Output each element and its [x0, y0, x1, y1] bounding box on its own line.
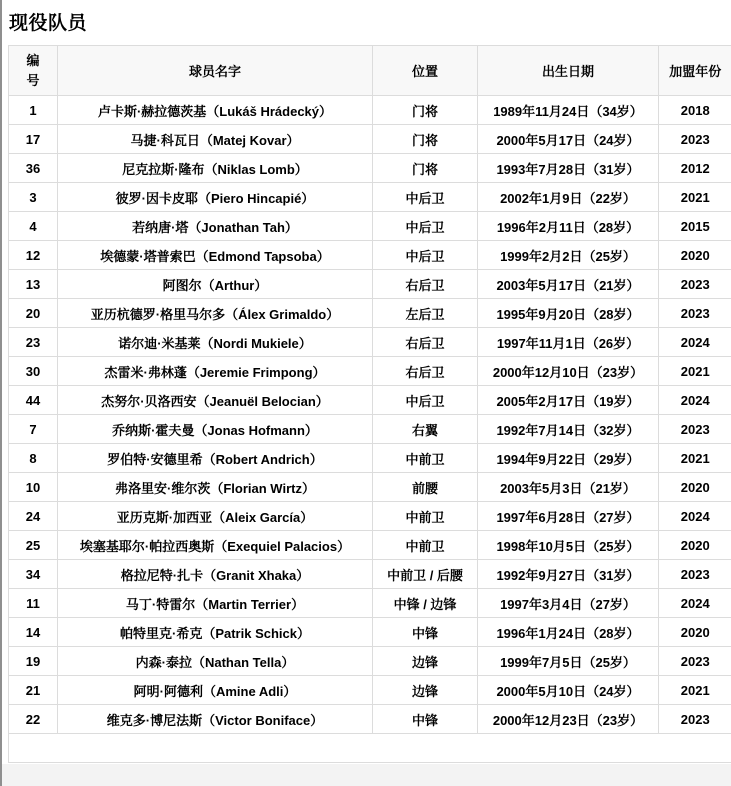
col-header-joined-year: 加盟年份 — [659, 46, 731, 96]
cell-name: 维克多·博尼法斯（Victor Boniface） — [58, 705, 373, 734]
cell-number: 24 — [9, 502, 58, 531]
header-row — [9, 46, 731, 96]
cell-position: 右后卫 — [373, 270, 478, 299]
cell-number: 10 — [9, 473, 58, 502]
table-row — [9, 241, 731, 270]
cell-joined: 2018 — [659, 96, 731, 125]
cell-joined: 2020 — [659, 618, 731, 647]
cell-position: 前腰 — [373, 473, 478, 502]
cell-position: 中前卫 / 后腰 — [373, 560, 478, 589]
cell-position: 中锋 / 边锋 — [373, 589, 478, 618]
table-row — [9, 676, 731, 705]
cell-position: 中后卫 — [373, 386, 478, 415]
cell-position: 门将 — [373, 154, 478, 183]
col-header-birthdate: 出生日期 — [478, 46, 659, 96]
cell-number: 23 — [9, 328, 58, 357]
table-row — [9, 705, 731, 734]
cell-name: 埃德蒙·塔普索巴（Edmond Tapsoba） — [58, 241, 373, 270]
cell-joined: 2021 — [659, 183, 731, 212]
cell-joined: 2021 — [659, 676, 731, 705]
cell-joined: 2024 — [659, 328, 731, 357]
cell-number: 22 — [9, 705, 58, 734]
cell-name: 亚历杭德罗·格里马尔多（Álex Grimaldo） — [58, 299, 373, 328]
page-title: 现役队员 — [9, 13, 88, 34]
cell-position: 中锋 — [373, 705, 478, 734]
cell-name: 马捷·科瓦日（Matej Kovar） — [58, 125, 373, 154]
cell-birth: 1994年9月22日（29岁） — [478, 444, 659, 473]
cell-birth: 1992年9月27日（31岁） — [478, 560, 659, 589]
cell-position: 中锋 — [373, 618, 478, 647]
table-row — [9, 270, 731, 299]
cell-name: 阿图尔（Arthur） — [58, 270, 373, 299]
cell-number: 3 — [9, 183, 58, 212]
cell-birth: 1996年2月11日（28岁） — [478, 212, 659, 241]
cell-birth: 2003年5月3日（21岁） — [478, 473, 659, 502]
cell-birth: 2003年5月17日（21岁） — [478, 270, 659, 299]
table-row — [9, 96, 731, 125]
cell-name: 杰雷米·弗林蓬（Jeremie Frimpong） — [58, 357, 373, 386]
cell-number: 44 — [9, 386, 58, 415]
cell-joined: 2023 — [659, 647, 731, 676]
cell-name: 帕特里克·希克（Patrik Schick） — [58, 618, 373, 647]
cell-number: 36 — [9, 154, 58, 183]
table-row — [9, 212, 731, 241]
cell-birth: 1989年11月24日（34岁） — [478, 96, 659, 125]
cell-position: 右翼 — [373, 415, 478, 444]
table-row — [9, 589, 731, 618]
cell-joined: 2021 — [659, 444, 731, 473]
cell-name: 马丁·特雷尔（Martin Terrier） — [58, 589, 373, 618]
cell-birth: 1996年1月24日（28岁） — [478, 618, 659, 647]
cell-birth: 1999年7月5日（25岁） — [478, 647, 659, 676]
empty-footer-cell — [9, 734, 731, 763]
cell-joined: 2015 — [659, 212, 731, 241]
cell-position: 中后卫 — [373, 212, 478, 241]
empty-footer-row — [9, 734, 731, 763]
cell-number: 17 — [9, 125, 58, 154]
cell-position: 中后卫 — [373, 183, 478, 212]
table-row — [9, 415, 731, 444]
table-row — [9, 125, 731, 154]
cell-name: 阿明·阿德利（Amine Adli） — [58, 676, 373, 705]
cell-birth: 2000年5月10日（24岁） — [478, 676, 659, 705]
col-header-number-label: 编号 — [26, 52, 40, 88]
cell-joined: 2021 — [659, 357, 731, 386]
cell-birth: 1997年3月4日（27岁） — [478, 589, 659, 618]
cell-position: 左后卫 — [373, 299, 478, 328]
table-row — [9, 618, 731, 647]
table-row — [9, 183, 731, 212]
table-row — [9, 154, 731, 183]
table-row — [9, 647, 731, 676]
cell-birth: 1997年6月28日（27岁） — [478, 502, 659, 531]
cell-name: 若纳唐·塔（Jonathan Tah） — [58, 212, 373, 241]
cell-birth: 2005年2月17日（19岁） — [478, 386, 659, 415]
cell-joined: 2020 — [659, 531, 731, 560]
cell-name: 乔纳斯·霍夫曼（Jonas Hofmann） — [58, 415, 373, 444]
cell-joined: 2012 — [659, 154, 731, 183]
cell-name: 弗洛里安·维尔茨（Florian Wirtz） — [58, 473, 373, 502]
cell-number: 19 — [9, 647, 58, 676]
cell-joined: 2023 — [659, 560, 731, 589]
cell-number: 34 — [9, 560, 58, 589]
cell-position: 门将 — [373, 96, 478, 125]
col-header-name: 球员名字 — [58, 46, 373, 96]
cell-name: 格拉尼特·扎卡（Granit Xhaka） — [58, 560, 373, 589]
squad-table — [8, 45, 731, 763]
cell-name: 杰努尔·贝洛西安（Jeanuël Belocian） — [58, 386, 373, 415]
cell-position: 右后卫 — [373, 328, 478, 357]
cell-name: 亚历克斯·加西亚（Aleix García） — [58, 502, 373, 531]
table-row — [9, 473, 731, 502]
cell-position: 右后卫 — [373, 357, 478, 386]
table-row — [9, 299, 731, 328]
cell-joined: 2023 — [659, 299, 731, 328]
cell-birth: 2000年12月10日（23岁） — [478, 357, 659, 386]
table-row — [9, 328, 731, 357]
cell-joined: 2023 — [659, 270, 731, 299]
cell-joined: 2023 — [659, 705, 731, 734]
cell-name: 卢卡斯·赫拉德茨基（Lukáš Hrádecký） — [58, 96, 373, 125]
cell-number: 8 — [9, 444, 58, 473]
cell-number: 7 — [9, 415, 58, 444]
cell-number: 12 — [9, 241, 58, 270]
cell-number: 4 — [9, 212, 58, 241]
cell-birth: 2002年1月9日（22岁） — [478, 183, 659, 212]
cell-position: 边锋 — [373, 647, 478, 676]
cell-number: 13 — [9, 270, 58, 299]
cell-number: 20 — [9, 299, 58, 328]
col-header-position: 位置 — [373, 46, 478, 96]
cell-joined: 2024 — [659, 502, 731, 531]
table-row — [9, 357, 731, 386]
cell-name: 彼罗·因卡皮耶（Piero Hincapié） — [58, 183, 373, 212]
cell-birth: 1999年2月2日（25岁） — [478, 241, 659, 270]
cell-birth: 1998年10月5日（25岁） — [478, 531, 659, 560]
cell-number: 30 — [9, 357, 58, 386]
cell-name: 诺尔迪·米基莱（Nordi Mukiele） — [58, 328, 373, 357]
cell-position: 门将 — [373, 125, 478, 154]
cell-birth: 1995年9月20日（28岁） — [478, 299, 659, 328]
page-left-border — [0, 0, 2, 786]
cell-joined: 2020 — [659, 241, 731, 270]
col-header-number — [9, 46, 58, 96]
cell-position: 中前卫 — [373, 502, 478, 531]
cell-birth: 1997年11月1日（26岁） — [478, 328, 659, 357]
table-row — [9, 531, 731, 560]
cell-joined: 2023 — [659, 125, 731, 154]
cell-position: 中前卫 — [373, 444, 478, 473]
table-row — [9, 560, 731, 589]
below-table-band — [0, 764, 731, 786]
cell-birth: 2000年5月17日（24岁） — [478, 125, 659, 154]
cell-position: 边锋 — [373, 676, 478, 705]
cell-joined: 2023 — [659, 415, 731, 444]
cell-joined: 2020 — [659, 473, 731, 502]
cell-joined: 2024 — [659, 589, 731, 618]
cell-name: 内森·泰拉（Nathan Tella） — [58, 647, 373, 676]
table-row — [9, 444, 731, 473]
cell-position: 中后卫 — [373, 241, 478, 270]
table-row — [9, 386, 731, 415]
cell-name: 罗伯特·安德里希（Robert Andrich） — [58, 444, 373, 473]
cell-birth: 1992年7月14日（32岁） — [478, 415, 659, 444]
cell-birth: 2000年12月23日（23岁） — [478, 705, 659, 734]
cell-number: 14 — [9, 618, 58, 647]
cell-position: 中前卫 — [373, 531, 478, 560]
cell-number: 11 — [9, 589, 58, 618]
cell-name: 尼克拉斯·隆布（Niklas Lomb） — [58, 154, 373, 183]
cell-number: 25 — [9, 531, 58, 560]
cell-joined: 2024 — [659, 386, 731, 415]
cell-number: 21 — [9, 676, 58, 705]
cell-number: 1 — [9, 96, 58, 125]
table-row — [9, 502, 731, 531]
cell-birth: 1993年7月28日（31岁） — [478, 154, 659, 183]
cell-name: 埃塞基耶尔·帕拉西奥斯（Exequiel Palacios） — [58, 531, 373, 560]
